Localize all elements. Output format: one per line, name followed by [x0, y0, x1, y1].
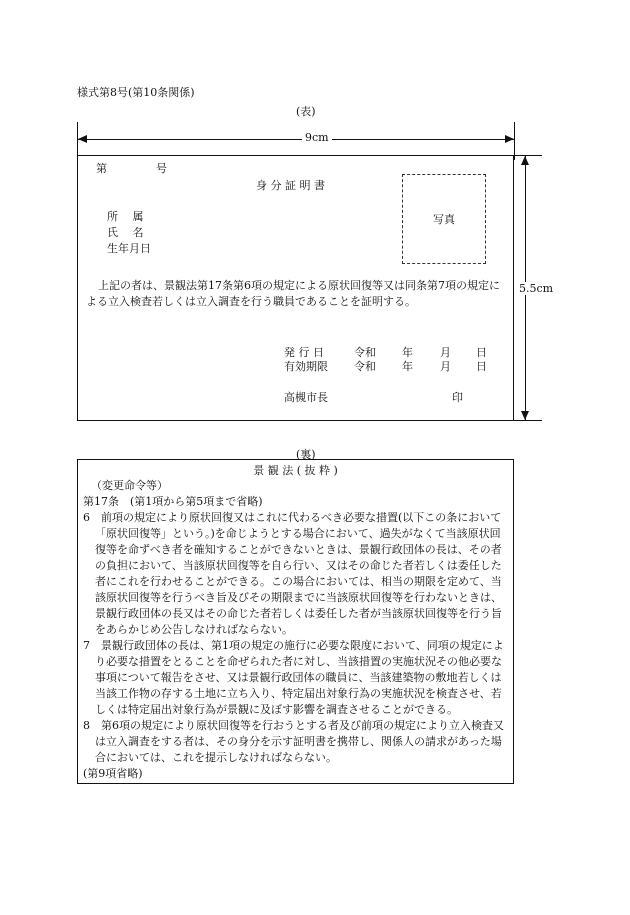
issue-day: 日	[476, 346, 487, 359]
expiry-month: 月	[440, 360, 451, 373]
issue-year: 年	[402, 346, 413, 359]
card-title: 身 分 証 明 書	[256, 179, 325, 192]
seal-mark: 印	[452, 391, 463, 404]
photo-placeholder	[402, 174, 486, 264]
id-card-front	[77, 155, 514, 421]
width-arrow-left-icon	[78, 135, 87, 143]
id-card-back	[77, 459, 514, 784]
expiry-date-label: 有効期限	[284, 360, 328, 373]
issue-date-label: 発 行 日	[284, 346, 324, 359]
certification-statement: 上記の者は、景観法第17条第6項の規定による原状回復等又は同条第7項の規定による立入検査若しくは立入調査を行う職員であることを証明する。	[86, 279, 500, 308]
card-number-prefix: 第	[96, 162, 107, 175]
expiry-day: 日	[476, 360, 487, 373]
width-dimension-line	[78, 139, 514, 140]
field-name: 氏 名	[107, 226, 144, 239]
law-line-paragraph-7: 7 景観行政団体の長は、第1項の規定の施行に必要な限度において、同項の規定により必要な措置をとることを命ぜられた者に対し、当該措置の実施状況その他必要な事項について報告をさせ、又は景観行政団体の職員に、当該建築物の敷地若しくは当該工作物の存する土地に立ち入り、特定届出対象行為の実施状況を検査させ、若しくは特定届出対象行為が景観に及ぼす影響を調査させることができる。	[83, 639, 504, 716]
issuer-name: 高槻市長	[284, 391, 328, 404]
height-arrow-up-icon	[521, 156, 529, 165]
law-line-omitted: (第9項省略)	[83, 767, 143, 780]
photo-label: 写真	[433, 213, 455, 226]
law-line-article: 第17条 (第1項から第5項まで省略)	[83, 495, 263, 508]
issue-era: 令和	[354, 346, 376, 359]
back-side-label: (裏)	[296, 448, 316, 461]
expiry-year: 年	[402, 360, 413, 373]
law-line-heading: （変更命令等）	[91, 479, 168, 492]
width-arrow-right-icon	[505, 135, 514, 143]
form-number-label: 様式第8号(第10条関係)	[77, 86, 195, 99]
issue-month: 月	[440, 346, 451, 359]
height-arrow-down-icon	[521, 411, 529, 420]
field-affiliation: 所 属	[107, 210, 144, 223]
law-excerpt-title: 景 観 法 ( 抜 粋 )	[253, 464, 338, 477]
card-number-suffix: 号	[156, 162, 167, 175]
law-line-paragraph-8: 8 第6項の規定により原状回復等を行おうとする者及び前項の規定により立入検査又は立入調査をする者は、その身分を示す証明書を携帯し、関係人の請求があった場合においては、これを提示しなければならない。	[83, 719, 504, 764]
field-birthdate: 生年月日	[107, 242, 151, 255]
front-side-label: (表)	[296, 105, 316, 118]
height-dimension-label: 5.5cm	[516, 282, 556, 295]
width-dimension-label: 9cm	[302, 131, 332, 144]
height-dimension-tick-bottom	[514, 420, 542, 421]
law-excerpt-body	[83, 478, 511, 782]
law-line-paragraph-6: 6 前項の規定により原状回復又はこれに代わるべき必要な措置(以下この条において「原状回復等」という。)を命じようとする場合において、過失がなくて当該原状回復等を命ずべき者を確知することができないときは、景観行政団体の長は、その者の負担において、当該原状回復等を自ら行い、又はその命じた者若しくは委任した者にこれを行わせることができる。この場合においては、相当の期限を定めて、当該原状回復等を行うべき旨及びその期限までに当該原状回復等を行わないときは、景観行政団体の長又はその命じた者若しくは委任した者が当該原状回復等を行う旨をあらかじめ公告しなければならない。	[83, 511, 502, 636]
expiry-era: 令和	[354, 360, 376, 373]
